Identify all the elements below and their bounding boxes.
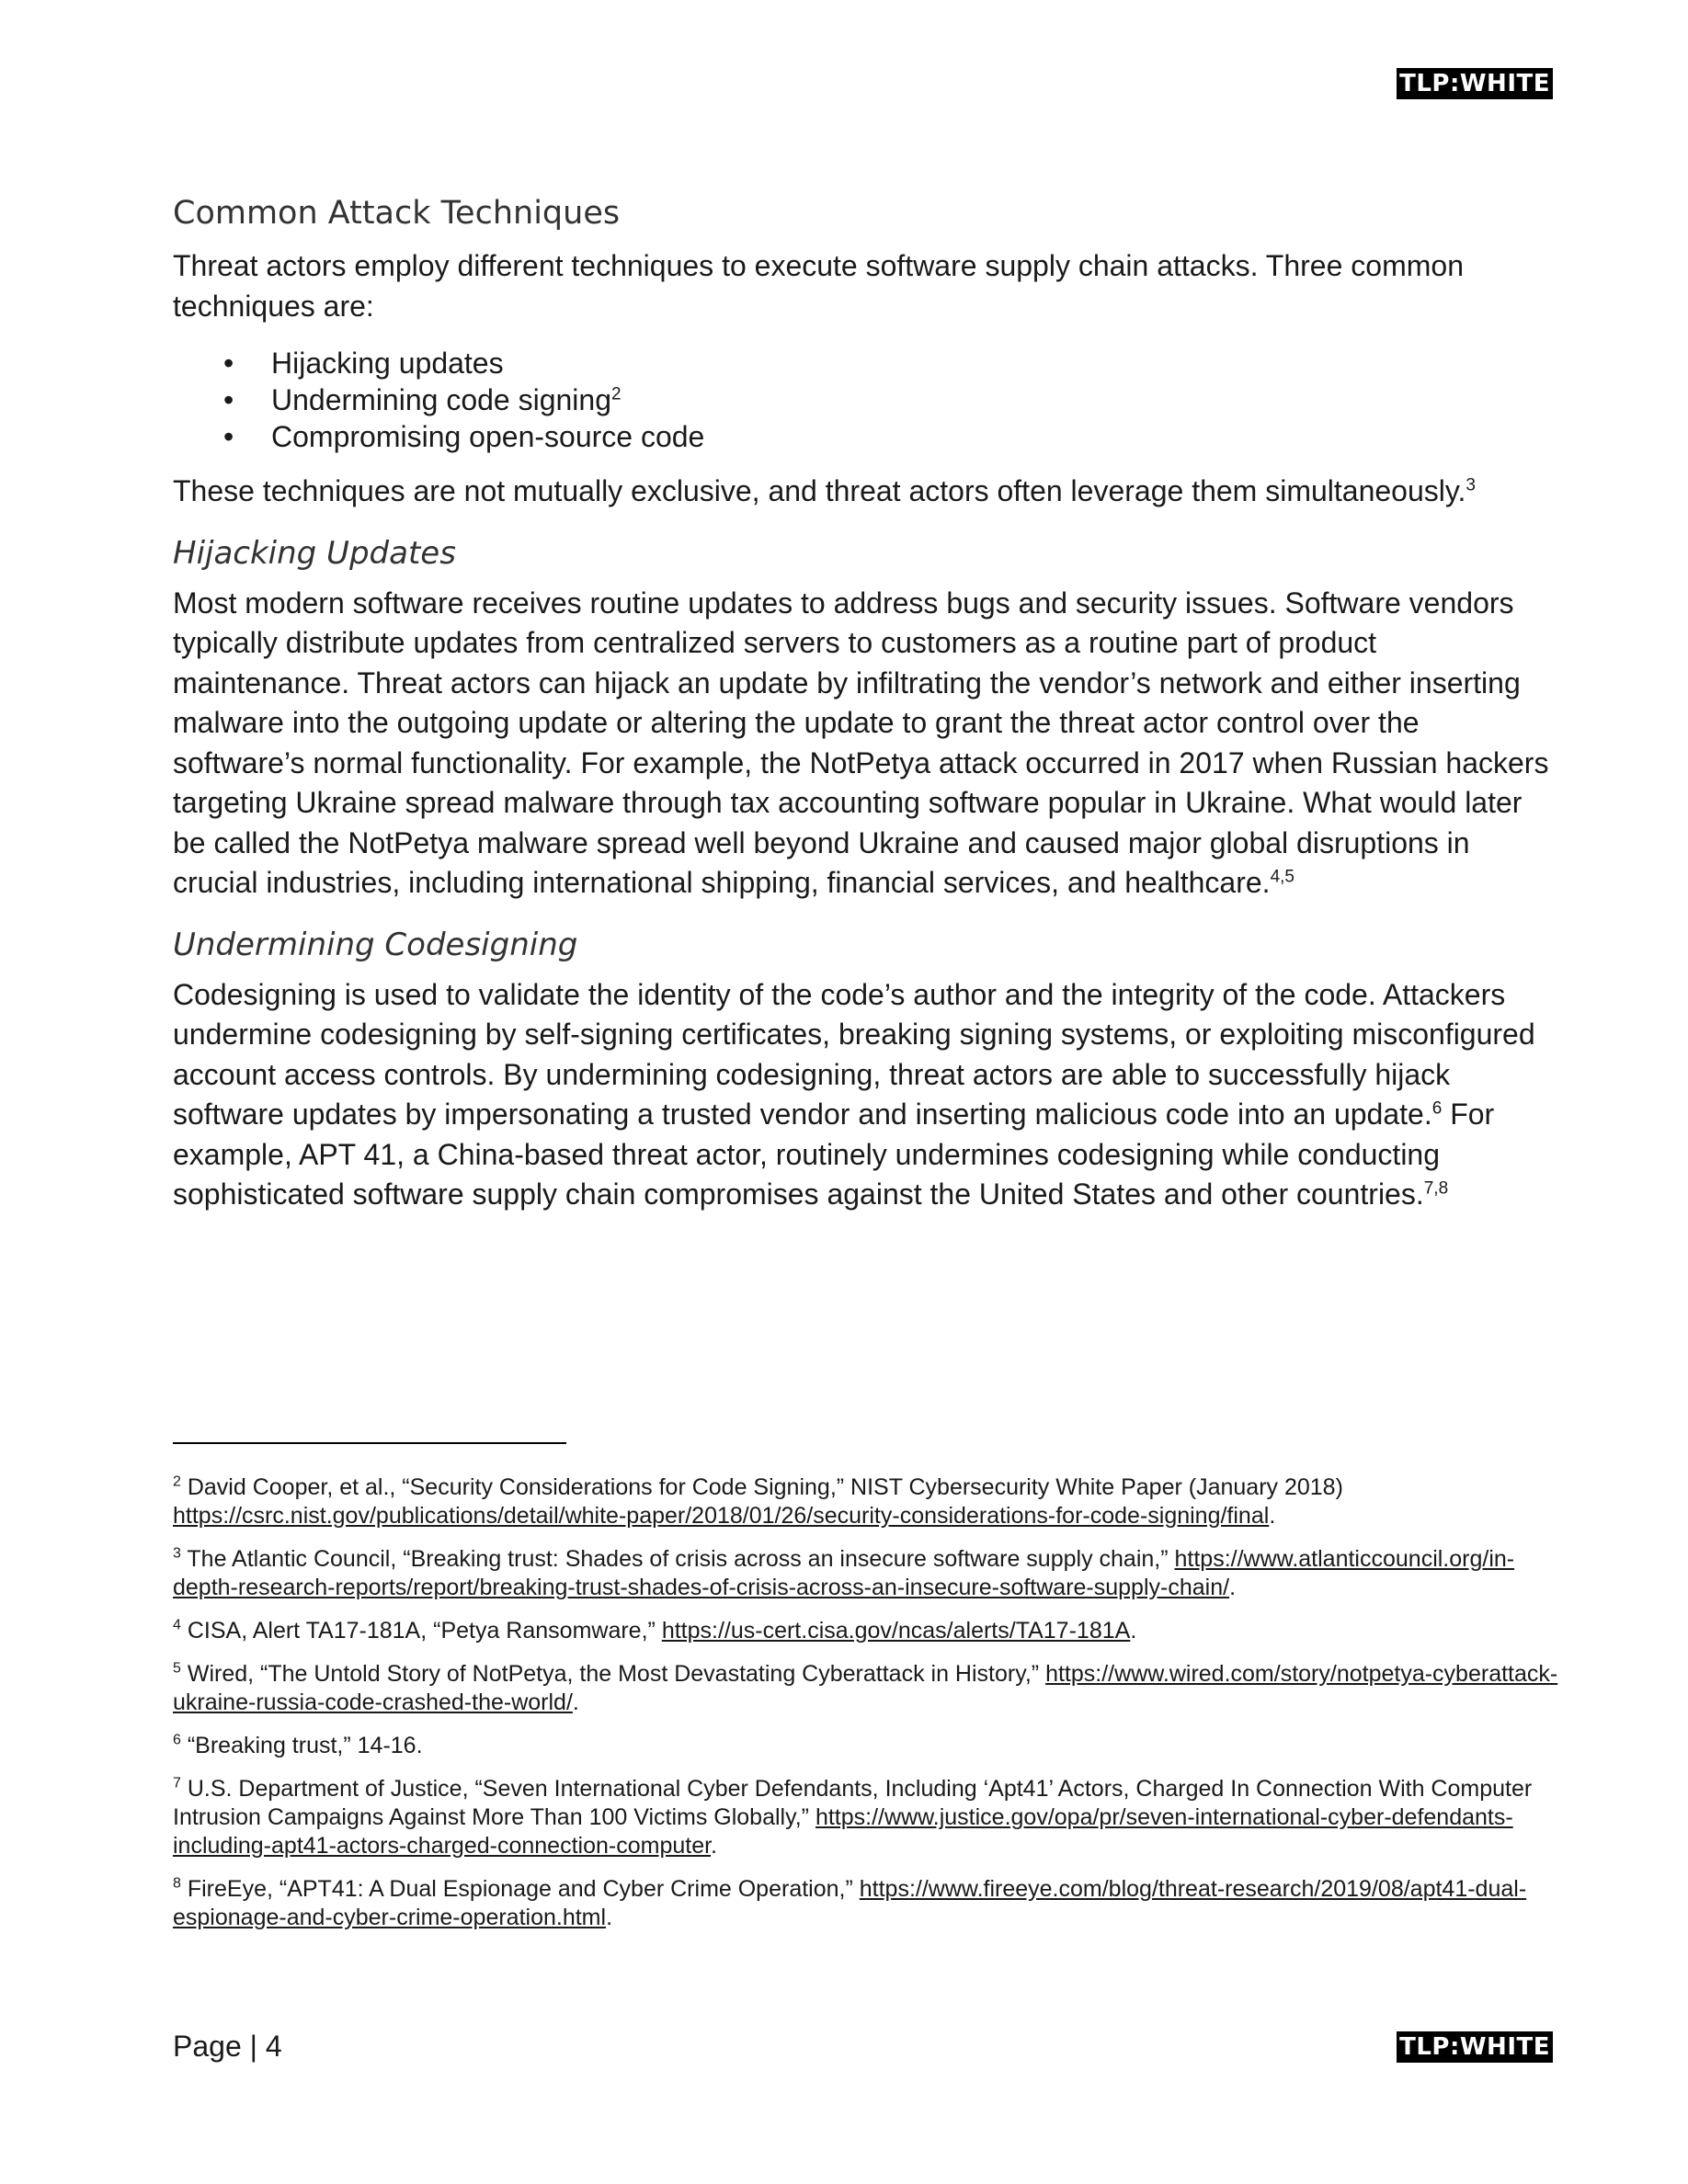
footnote-end: . xyxy=(1229,1575,1237,1600)
footnote xyxy=(173,1473,1561,1530)
codesigning-paragraph xyxy=(173,975,1557,1215)
footnote-number: 2 xyxy=(173,1473,181,1490)
bullet-icon: • xyxy=(223,347,234,380)
tlp-label-top: TLP:WHITE xyxy=(1397,68,1553,99)
footnote-number: 7 xyxy=(173,1775,181,1792)
summary-text: These techniques are not mutually exclusive, and threat actors often leverage them simultaneously. xyxy=(173,474,1466,507)
footnote-ref: 7,8 xyxy=(1423,1178,1449,1199)
footnote-number: 5 xyxy=(173,1660,181,1677)
summary-paragraph xyxy=(173,472,1557,512)
footnote-separator xyxy=(173,1442,566,1444)
bullet-icon: • xyxy=(223,383,234,416)
list-item xyxy=(223,418,1557,455)
footnote-link[interactable]: https://www.atlanticcouncil.org/in-depth-research-reports/report/breaking-trust-shades-of-crisis-across-an-insecure-software-supply-chain/ xyxy=(173,1546,1515,1600)
footnote-number: 4 xyxy=(173,1617,181,1633)
footnote-ref: 4,5 xyxy=(1270,867,1295,887)
list-item-text: Compromising open-source code xyxy=(271,420,705,453)
intro-paragraph: Threat actors employ different techniques to execute software supply chain attacks. Three common techniques are: xyxy=(173,249,1464,323)
footnote-end: . xyxy=(572,1689,579,1715)
footnote-text: FireEye, “APT41: A Dual Espionage and Cyber Crime Operation,” xyxy=(180,1876,860,1902)
footnote-end: . xyxy=(606,1905,613,1930)
list-item-text: Hijacking updates xyxy=(271,347,504,380)
footnote xyxy=(173,1875,1561,1932)
footnotes xyxy=(173,1473,1561,1947)
footnote-text: “Breaking trust,” 14-16. xyxy=(180,1733,423,1758)
list-item-text: Undermining code signing xyxy=(271,383,611,416)
footnote-end: . xyxy=(1269,1503,1276,1529)
footnote-link[interactable]: https://www.fireeye.com/blog/threat-research/2019/08/apt41-dual-espionage-and-cyber-crime-operation.html xyxy=(173,1876,1527,1930)
footnote-text: Wired, “The Untold Story of NotPetya, the Most Devastating Cyberattack in History,” xyxy=(180,1661,1046,1687)
hijacking-paragraph xyxy=(173,584,1557,904)
list-item xyxy=(223,345,1557,381)
codesigning-text-1: Codesigning is used to validate the identity of the code’s author and the integrity of the code. Attackers undermine codesigning by self-signing certificates, breaking signing systems, or exploiting misconfigured account access controls. By undermining codesigning, threat actors are able to successfully hijack software updates by impersonating a trusted vendor and inserting malicious code into an update. xyxy=(173,977,1535,1131)
main-content xyxy=(173,191,1557,1215)
footnote-number: 3 xyxy=(173,1545,181,1562)
tlp-label-bottom: TLP:WHITE xyxy=(1397,2031,1553,2063)
techniques-list xyxy=(173,345,1557,455)
footnote xyxy=(173,1660,1561,1717)
footnote-end: . xyxy=(1130,1618,1137,1644)
footnote xyxy=(173,1775,1561,1860)
footnote-end: . xyxy=(711,1833,717,1859)
footnote-link[interactable]: https://us-cert.cisa.gov/ncas/alerts/TA17-181A xyxy=(661,1618,1131,1644)
footnote-text: The Atlantic Council, “Breaking trust: Shades of crisis across an insecure software supply chain,” xyxy=(180,1546,1175,1572)
page-number: Page | 4 xyxy=(173,2030,282,2063)
footnote xyxy=(173,1732,1561,1760)
footnote xyxy=(173,1617,1561,1645)
footnote-text: CISA, Alert TA17-181A, “Petya Ransomware,” xyxy=(180,1618,662,1644)
footnote-ref: 6 xyxy=(1431,1098,1443,1119)
hijacking-heading: Hijacking Updates xyxy=(173,534,456,572)
footnote xyxy=(173,1545,1561,1602)
bullet-icon: • xyxy=(223,420,234,453)
footnote-number: 8 xyxy=(173,1875,181,1892)
footnote-link[interactable]: https://www.wired.com/story/notpetya-cyberattack-ukraine-russia-code-crashed-the-world/ xyxy=(173,1661,1558,1715)
section-title: Common Attack Techniques xyxy=(173,195,621,232)
footnote-text: U.S. Department of Justice, “Seven International Cyber Defendants, Including ‘Apt41’ Actors, Charged In Connection With Computer Intrusion Campaigns Against More Than 100 Victims Globally,” xyxy=(173,1776,1533,1830)
footnote-ref: 2 xyxy=(611,384,622,404)
list-item xyxy=(223,381,1557,418)
footnote-link[interactable]: https://csrc.nist.gov/publications/detail/white-paper/2018/01/26/security-considerations-for-code-signing/final xyxy=(173,1503,1270,1529)
hijacking-text: Most modern software receives routine updates to address bugs and security issues. Software vendors typically distribute updates from centralized servers to customers as a routine part of product maintenance. Threat actors can hijack an update by infiltrating the vendor’s network and either inserting malware into the outgoing update or altering the update to grant the threat actor control over the software’s normal functionality. For example, the NotPetya attack occurred in 2017 when Russian hackers targeting Ukraine spread malware through tax accounting software popular in Ukraine. What would later be called the NotPetya malware spread well beyond Ukraine and caused major global disruptions in crucial industries, including international shipping, financial services, and healthcare. xyxy=(173,586,1549,899)
codesigning-heading: Undermining Codesigning xyxy=(173,926,578,963)
footnote-link[interactable]: https://www.justice.gov/opa/pr/seven-international-cyber-defendants-including-apt41-actors-charged-connection-computer xyxy=(173,1804,1513,1859)
footnote-text: David Cooper, et al., “Security Considerations for Code Signing,” NIST Cybersecurity White Paper (January 2018) xyxy=(180,1474,1343,1500)
codesigning-text-2: For example, APT 41, a China-based threat actor, routinely undermines codesigning while conducting sophisticated software supply chain compromises against the United States and other countries. xyxy=(173,1098,1495,1211)
footnote-number: 6 xyxy=(173,1732,181,1748)
footnote-ref: 3 xyxy=(1466,475,1476,495)
